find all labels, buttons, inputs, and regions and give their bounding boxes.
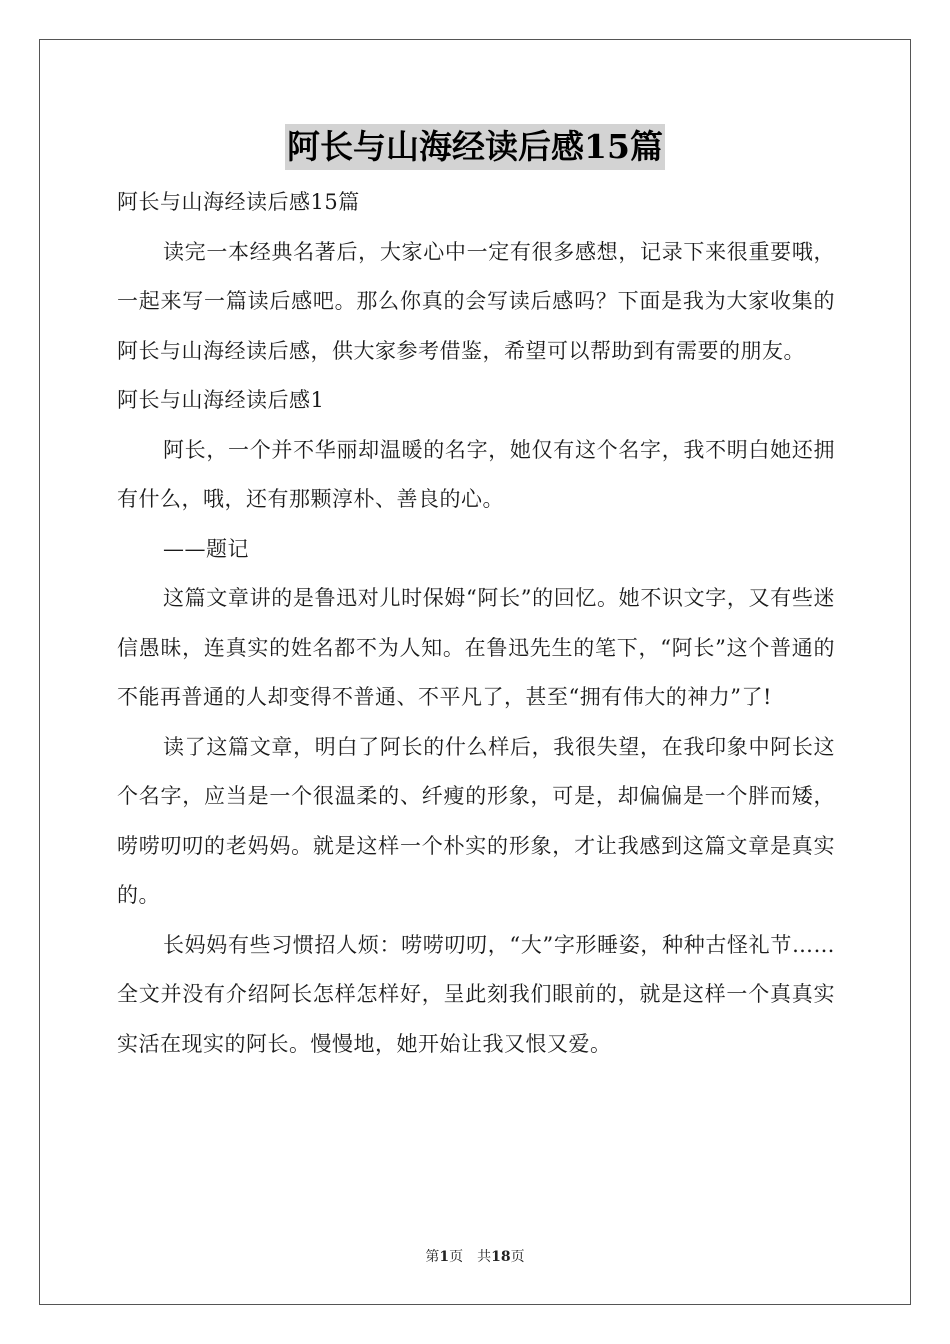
- section-heading: 阿长与山海经读后感1: [117, 388, 325, 412]
- body-paragraph: 这篇文章讲的是鲁迅对儿时保姆“阿长”的回忆。她不识文字，又有些迷信愚昧，连真实的姓名都不为人知。在鲁迅先生的笔下，“阿长”这个普通的不能再普通的人却变得不普通、不平凡了，甚至“拥有伟大的神力”了!: [117, 586, 835, 709]
- total-prefix: 共: [477, 1249, 492, 1265]
- body-paragraph: 阿长，一个并不华丽却温暖的名字，她仅有这个名字，我不明白她还拥有什么，哦，还有那颗淳朴、善良的心。: [117, 437, 835, 511]
- body-paragraph: 读了这篇文章，明白了阿长的什么样后，我很失望，在我印象中阿长这个名字，应当是一个很温柔的、纤瘦的形象，可是，却偏偏是一个胖而矮，唠唠叨叨的老妈妈。就是这样一个朴实的形象，才让我感到这篇文章是真实的。: [117, 734, 835, 907]
- body-paragraph: 长妈妈有些习惯招人烦：唠唠叨叨，“大”字形睡姿，种种古怪礼节……全文并没有介绍阿长怎样怎样好，呈此刻我们眼前的，就是这样一个真真实实活在现实的阿长。慢慢地，她开始让我又恨又爱。: [117, 932, 835, 1056]
- page-prefix: 第: [425, 1249, 440, 1265]
- document-body: [117, 178, 835, 1069]
- intro-paragraph: 读完一本经典名著后，大家心中一定有很多感想，记录下来很重要哦，一起来写一篇读后感吧。那么你真的会写读后感吗？下面是我为大家收集的阿长与山海经读后感，供大家参考借鉴，希望可以帮助到有需要的朋友。: [117, 239, 835, 363]
- total-suffix: 页: [510, 1249, 525, 1265]
- page-current-number: 1: [439, 1249, 450, 1265]
- subtitle-line: 阿长与山海经读后感15篇: [117, 190, 360, 214]
- title-container: [0, 124, 950, 170]
- page-total-number: 18: [491, 1249, 511, 1265]
- page-footer: [0, 1247, 950, 1267]
- document-title: 阿长与山海经读后感15篇: [285, 124, 665, 170]
- page-suffix: 页: [449, 1249, 464, 1265]
- epigraph-note: ——题记: [163, 536, 249, 561]
